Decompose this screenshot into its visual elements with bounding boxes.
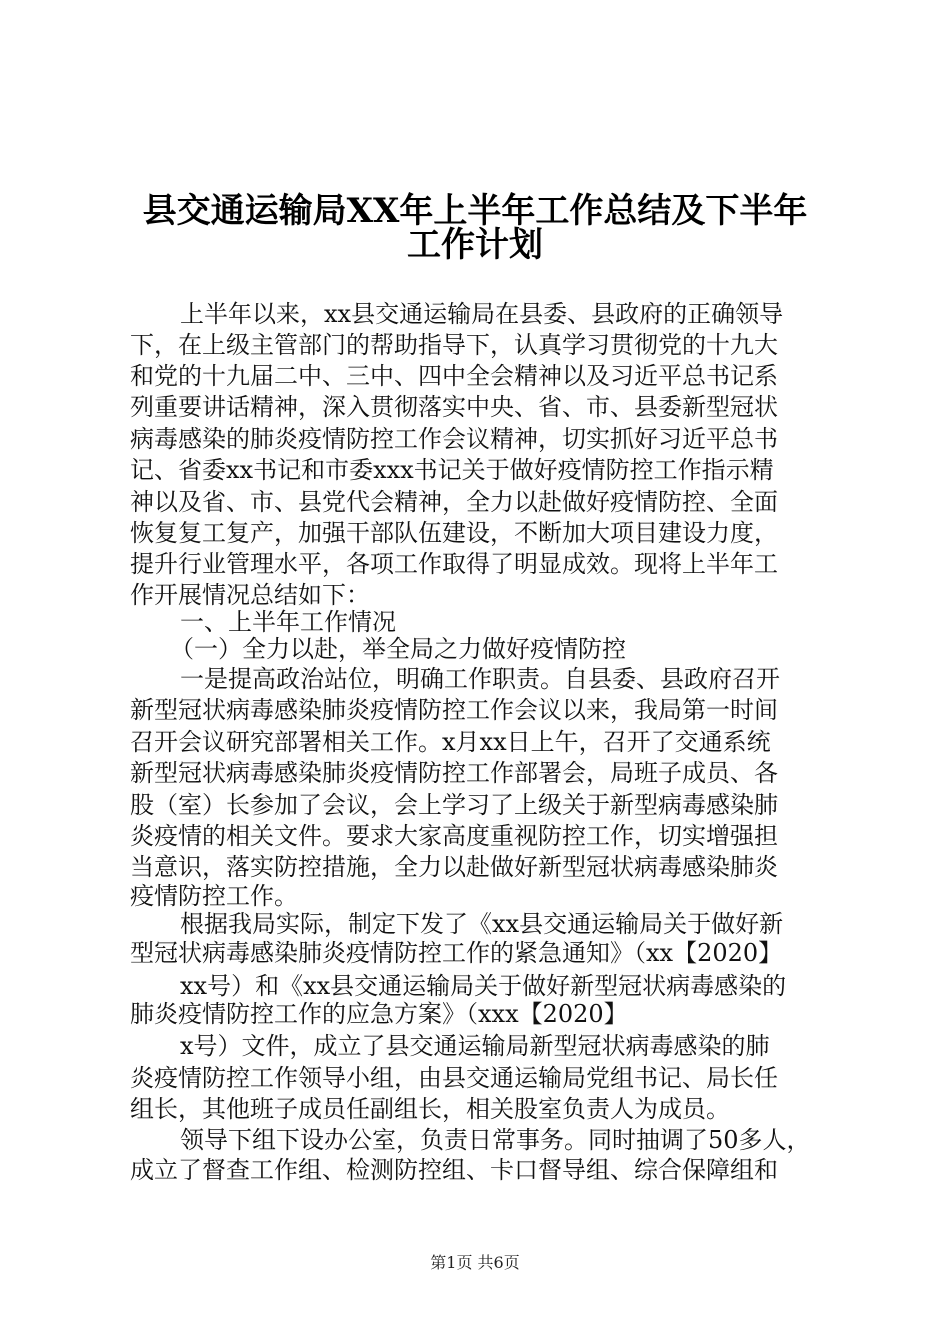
body-line: 和党的十九届二中、三中、四中全会精神以及习近平总书记系: [130, 362, 778, 390]
body-line: 提升行业管理水平，各项工作取得了明显成效。现将上半年工: [130, 550, 778, 578]
body-line: 肺炎疫情防控工作的应急方案》（xxx【2020】: [130, 1000, 628, 1028]
body-line: 病毒感染的肺炎疫情防控工作会议精神，切实抓好习近平总书: [130, 425, 778, 453]
body-line: 一是提高政治站位，明确工作职责。自县委、县政府召开: [180, 665, 780, 693]
subsection-heading: （一）全力以赴，举全局之力做好疫情防控: [170, 635, 626, 663]
body-line: 成立了督查工作组、检测防控组、卡口督导组、综合保障组和: [130, 1156, 778, 1184]
body-line: 炎疫情防控工作领导小组，由县交通运输局党组书记、局长任: [130, 1064, 778, 1092]
body-line: 新型冠状病毒感染肺炎疫情防控工作会议以来，我局第一时间: [130, 696, 778, 724]
body-line: 神以及省、市、县党代会精神，全力以赴做好疫情防控、全面: [130, 488, 778, 516]
document-title-line-1: 县交通运输局XX年上半年工作总结及下半年: [142, 191, 808, 231]
document-title-line-2: 工作计划: [407, 225, 543, 265]
body-line: 恢复复工复产，加强干部队伍建设，不断加大项目建设力度，: [130, 519, 778, 547]
body-line: 召开会议研究部署相关工作。x月xx日上午，召开了交通系统: [130, 728, 771, 756]
body-line: 股（室）长参加了会议，会上学习了上级关于新型病毒感染肺: [130, 791, 778, 819]
body-line: 上半年以来，xx县交通运输局在县委、县政府的正确领导: [180, 300, 784, 328]
body-line: x号）文件，成立了县交通运输局新型冠状病毒感染的肺: [180, 1032, 770, 1060]
body-line: 领导下组下设办公室，负责日常事务。同时抽调了50多人，: [180, 1126, 811, 1154]
body-line: xx号）和《xx县交通运输局关于做好新型冠状病毒感染的: [180, 972, 787, 1000]
body-line: 记、省委xx书记和市委xxx书记关于做好疫情防控工作指示精: [130, 456, 774, 484]
body-line: 疫情防控工作。: [130, 882, 298, 910]
body-line: 当意识，落实防控措施，全力以赴做好新型冠状病毒感染肺炎: [130, 853, 778, 881]
body-line: 列重要讲话精神，深入贯彻落实中央、省、市、县委新型冠状: [130, 393, 778, 421]
body-line: 炎疫情的相关文件。要求大家高度重视防控工作，切实增强担: [130, 822, 778, 850]
body-line: 新型冠状病毒感染肺炎疫情防控工作部署会，局班子成员、各: [130, 759, 778, 787]
body-line: 组长，其他班子成员任副组长，相关股室负责人为成员。: [130, 1095, 730, 1123]
body-line: 型冠状病毒感染肺炎疫情防控工作的紧急通知》（xx【2020】: [130, 939, 783, 967]
section-heading: 一、上半年工作情况: [180, 608, 396, 636]
body-line: 作开展情况总结如下：: [130, 581, 370, 609]
page-number-footer: 第1页 共6页: [430, 1253, 520, 1272]
body-line: 根据我局实际，制定下发了《xx县交通运输局关于做好新: [180, 910, 784, 938]
body-line: 下，在上级主管部门的帮助指导下，认真学习贯彻党的十九大: [130, 331, 778, 359]
